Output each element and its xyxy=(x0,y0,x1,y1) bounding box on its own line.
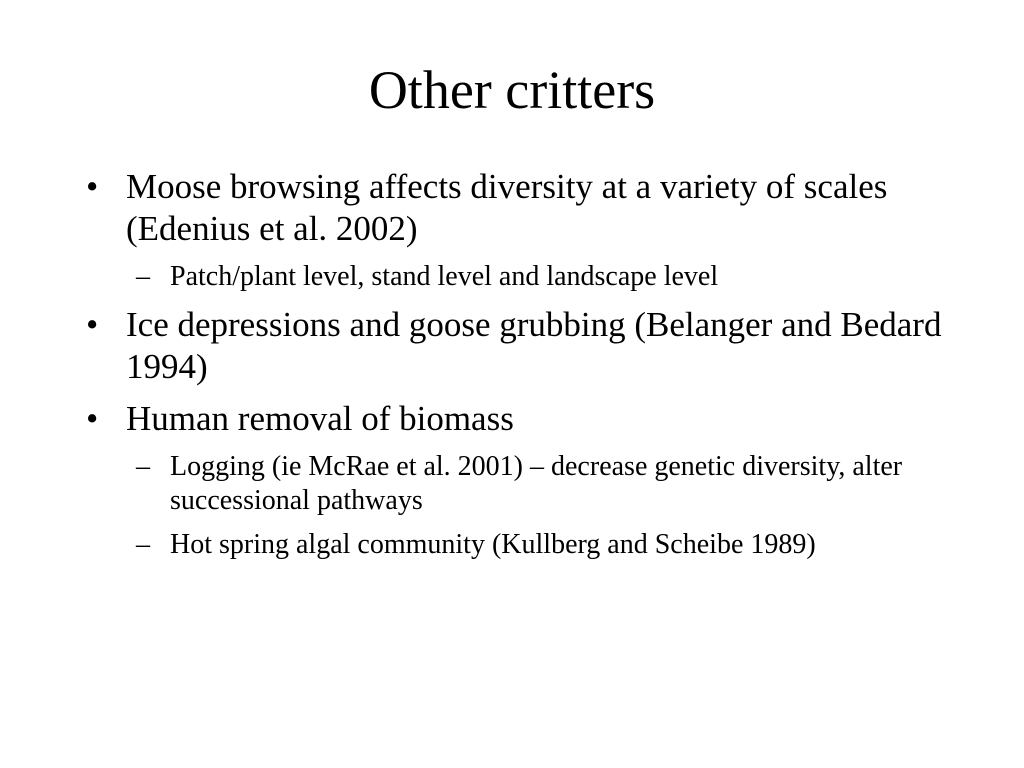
bullet-dot-icon: • xyxy=(86,305,99,344)
sub-bullet-text: Hot spring algal community (Kullberg and Scheibe 1989) xyxy=(170,529,816,560)
bullet-text: Human removal of biomass xyxy=(126,399,514,438)
sub-bullet-item xyxy=(80,450,950,518)
bullet-item xyxy=(80,304,950,388)
bullet-text: Ice depressions and goose grubbing (Belanger and Bedard 1994) xyxy=(126,305,942,386)
sub-bullet-item xyxy=(80,528,950,562)
dash-icon: – xyxy=(136,261,150,292)
bullet-text: Moose browsing affects diversity at a variety of scales (Edenius et al. 2002) xyxy=(126,167,888,248)
dash-icon: – xyxy=(136,529,150,560)
dash-icon: – xyxy=(136,451,150,482)
slide-title: Other critters xyxy=(368,60,656,120)
bullet-dot-icon: • xyxy=(86,167,99,206)
sub-bullet-text: Logging (ie McRae et al. 2001) – decrease genetic diversity, alter successional pathways xyxy=(170,451,903,516)
bullet-item xyxy=(80,166,950,250)
sub-bullet-text: Patch/plant level, stand level and landscape level xyxy=(170,261,719,292)
sub-bullet-item xyxy=(80,260,950,294)
bullet-item xyxy=(80,398,950,440)
slide-body xyxy=(80,166,950,572)
bullet-dot-icon: • xyxy=(86,399,99,438)
